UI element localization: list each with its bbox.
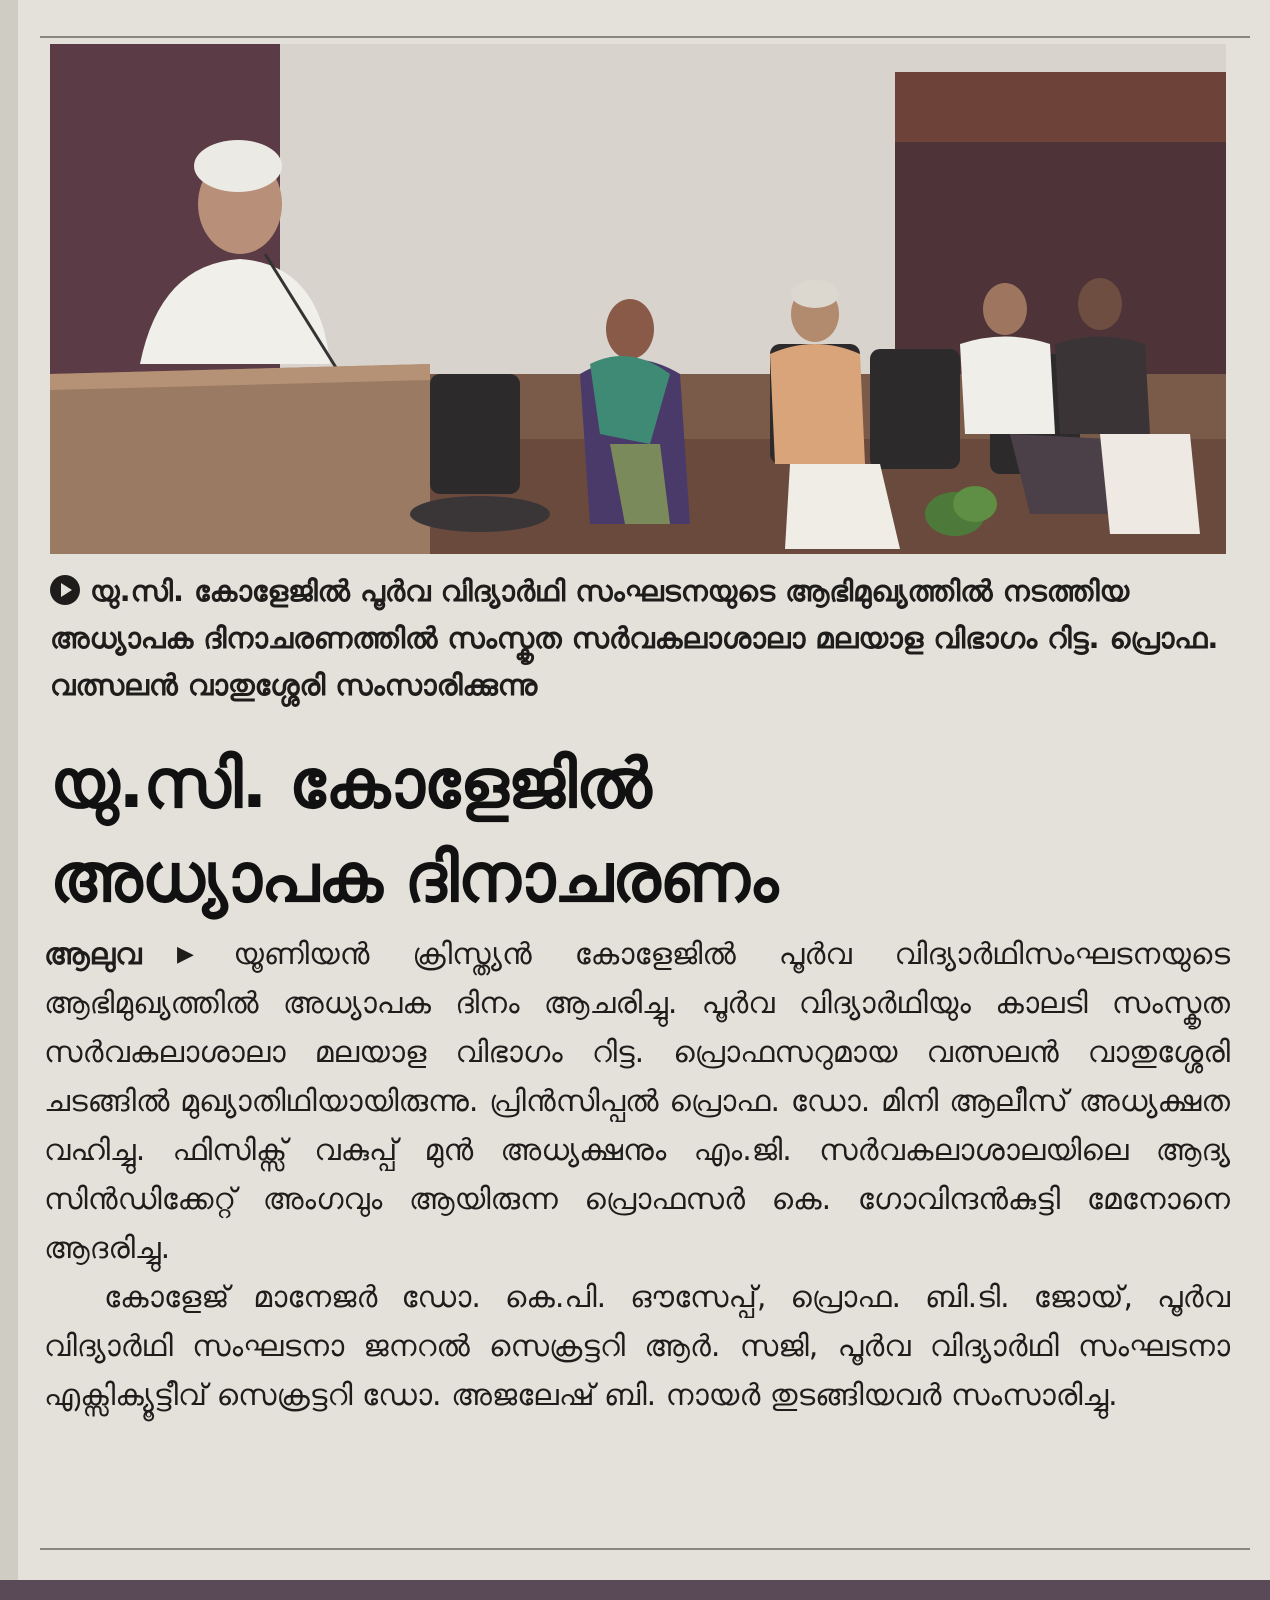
headline-line-2: അധ്യാപക ദിനാചരണം xyxy=(50,839,778,918)
article-body xyxy=(44,930,1230,1420)
bottom-strip xyxy=(0,1580,1270,1600)
top-divider xyxy=(40,36,1250,38)
headline-line-1: യു.സി. കോളേജിൽ xyxy=(50,745,651,824)
article-paragraph-2 xyxy=(44,1273,1230,1420)
dateline-arrow-icon: ▶ xyxy=(143,942,228,967)
news-photo xyxy=(50,44,1226,554)
dateline: ആലുവ xyxy=(44,937,142,972)
caption-text: യു.സി. കോളേജിൽ പൂർവ വിദ്യാർഥി സംഘടനയുടെ ആഭിമുഖ്യത്തിൽ നടത്തിയ അധ്യാപക ദിനാചരണത്തിൽ സംസ്കൃത സർവകലാശാലാ മലയാള വിഭാഗം റിട്ട. പ്രൊഫ. വത്സലൻ വാതുശ്ശേരി സംസാരിക്കുന്നു xyxy=(50,574,1219,702)
photo-illustration xyxy=(50,44,1226,554)
paragraph-2-text: കോളേജ് മാനേജർ ഡോ. കെ.പി. ഔസേപ്പ്, പ്രൊഫ. ബി.ടി. ജോയ്, പൂർവ വിദ്യാർഥി സംഘടനാ ജനറൽ സെക്രട്ടറി ആർ. സജി, പൂർവ വിദ്യാർഥി സംഘടനാ എക്സിക്യൂട്ടീവ് സെക്രട്ടറി ഡോ. അജലേഷ് ബി. നായർ തുടങ്ങിയവർ സംസാരിച്ചു. xyxy=(44,1280,1230,1413)
page-left-margin xyxy=(0,0,20,1600)
paragraph-1-text: യൂണിയൻ ക്രിസ്ത്യൻ കോളേജിൽ പൂർവ വിദ്യാർഥിസംഘടനയുടെ ആഭിമുഖ്യത്തിൽ അധ്യാപക ദിനം ആചരിച്ചു. പൂർവ വിദ്യാർഥിയും കാലടി സംസ്കൃത സർവകലാശാലാ മലയാള വിഭാഗം റിട്ട. പ്രൊഫസറുമായ വത്സലൻ വാതുശ്ശേരി ചടങ്ങിൽ മുഖ്യാതിഥിയായിരുന്നു. പ്രിൻസിപ്പൽ പ്രൊഫ. ഡോ. മിനി ആലീസ് അധ്യക്ഷത വഹിച്ചു. ഫിസിക്സ് വകുപ്പ് മുൻ അധ്യക്ഷനും എം.ജി. സർവകലാശാലയിലെ ആദ്യ സിൻഡിക്കേറ്റ് അംഗവും ആയിരുന്ന പ്രൊഫസർ കെ. ഗോവിന്ദൻകുട്ടി മേനോനെ ആദരിച്ചു. xyxy=(44,937,1230,1266)
bottom-divider xyxy=(40,1548,1250,1550)
photo-caption xyxy=(50,568,1230,709)
article-paragraph-1 xyxy=(44,930,1230,1273)
play-icon xyxy=(50,575,80,605)
headline xyxy=(50,738,1230,926)
